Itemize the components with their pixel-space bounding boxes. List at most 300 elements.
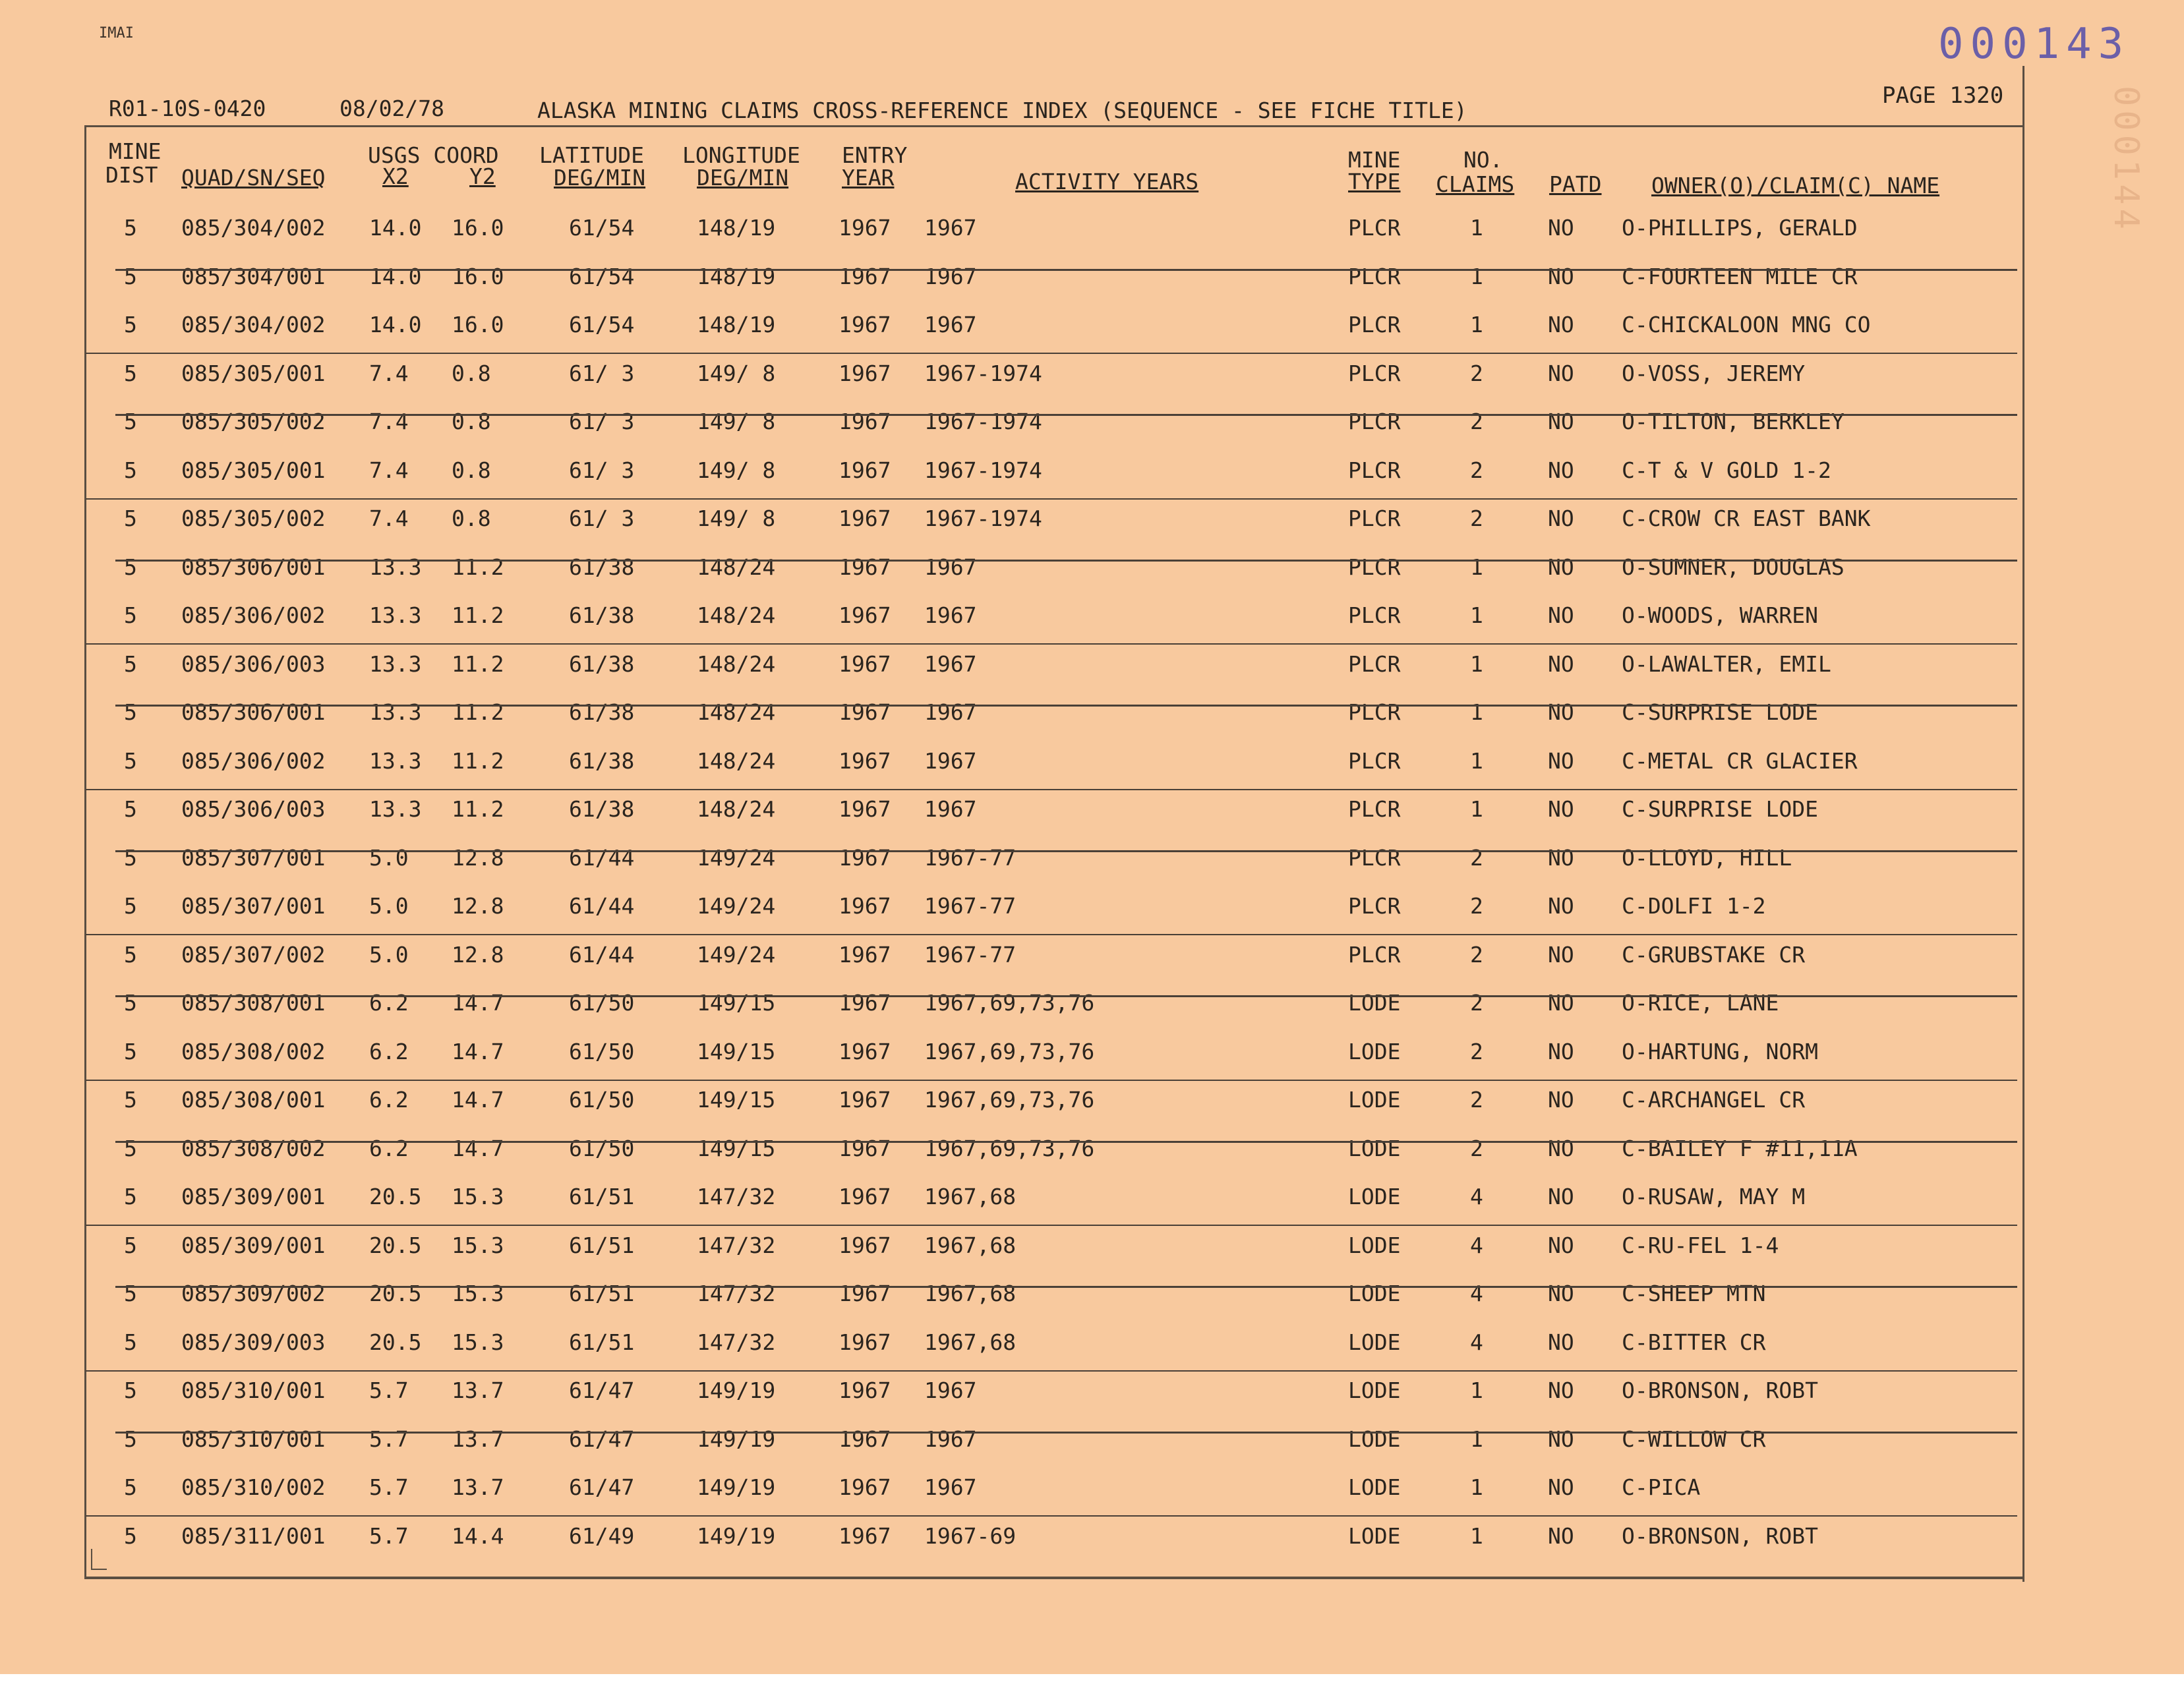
mine-type-cell: LODE — [1348, 1184, 1401, 1209]
mine-type-cell: LODE — [1348, 1232, 1401, 1258]
owner-claim-name-cell: C-METAL CR GLACIER — [1622, 747, 1858, 774]
header-entry-1: ENTRY — [842, 142, 908, 168]
usgs-y2-cell: 15.3 — [452, 1184, 504, 1209]
header-longitude-1: LONGITUDE — [682, 142, 800, 168]
entry-year-cell: 1967 — [839, 602, 891, 628]
latitude-cell: 61/47 — [569, 1426, 635, 1452]
usgs-y2-cell: 14.4 — [452, 1522, 504, 1549]
usgs-y2-cell: 11.2 — [452, 602, 504, 628]
owner-claim-name-cell: C-WILLOW CR — [1622, 1426, 1766, 1452]
activity-years-cell: 1967,68 — [924, 1329, 1017, 1355]
patented-cell: NO — [1548, 1135, 1574, 1161]
table-row — [86, 791, 2017, 837]
table-row — [86, 840, 2017, 886]
latitude-cell: 61/50 — [569, 1087, 635, 1113]
longitude-cell: 148/19 — [697, 263, 776, 289]
owner-claim-name-cell: C-FOURTEEN MILE CR — [1622, 263, 1858, 289]
table-row — [86, 1130, 2017, 1176]
usgs-y2-cell: 0.8 — [452, 457, 491, 483]
entry-year-cell: 1967 — [839, 1038, 891, 1064]
latitude-cell: 61/49 — [569, 1522, 635, 1549]
mine-type-cell: PLCR — [1348, 263, 1401, 289]
quad-sn-seq-cell: 085/309/001 — [181, 1232, 326, 1258]
mine-dist-cell: 5 — [124, 844, 137, 871]
quad-sn-seq-cell: 085/310/001 — [181, 1378, 326, 1403]
quad-sn-seq-cell: 085/306/003 — [181, 796, 326, 822]
entry-year-cell: 1967 — [839, 893, 891, 919]
activity-years-cell: 1967-1974 — [924, 360, 1042, 386]
claims-count-cell: 1 — [1470, 1522, 1483, 1549]
mine-dist-cell: 5 — [124, 1038, 137, 1064]
entry-year-cell: 1967 — [839, 1378, 891, 1403]
activity-years-cell: 1967,68 — [924, 1281, 1017, 1306]
owner-claim-name-cell: C-T & V GOLD 1-2 — [1622, 457, 1831, 483]
header-owner-claim-name: OWNER(O)/CLAIM(C) NAME — [1651, 173, 1940, 198]
mine-type-cell: LODE — [1348, 1087, 1401, 1113]
mine-type-cell: LODE — [1348, 1281, 1401, 1306]
quad-sn-seq-cell: 085/308/002 — [181, 1038, 326, 1064]
entry-year-cell: 1967 — [839, 844, 891, 871]
latitude-cell: 61/54 — [569, 312, 635, 337]
activity-years-cell: 1967 — [924, 602, 977, 628]
claims-count-cell: 1 — [1470, 1426, 1483, 1452]
claims-count-cell: 1 — [1470, 1378, 1483, 1403]
longitude-cell: 148/24 — [697, 602, 776, 628]
longitude-cell: 149/19 — [697, 1426, 776, 1452]
entry-year-cell: 1967 — [839, 941, 891, 968]
latitude-cell: 61/38 — [569, 747, 635, 774]
usgs-x2-cell: 13.3 — [369, 796, 422, 822]
usgs-x2-cell: 14.0 — [369, 312, 422, 337]
activity-years-cell: 1967 — [924, 263, 977, 289]
report-id: R01-10S-0420 — [109, 96, 266, 121]
usgs-x2-cell: 6.2 — [369, 1038, 409, 1064]
entry-year-cell: 1967 — [839, 699, 891, 725]
table-row — [86, 1275, 2017, 1321]
header-usgs-coord: USGS COORD — [368, 142, 499, 168]
latitude-cell: 61/ 3 — [569, 506, 635, 531]
frame-right-border — [2022, 66, 2024, 1582]
entry-year-cell: 1967 — [839, 1329, 891, 1355]
usgs-x2-cell: 20.5 — [369, 1184, 422, 1209]
quad-sn-seq-cell: 085/308/001 — [181, 990, 326, 1016]
entry-year-cell: 1967 — [839, 312, 891, 337]
patented-cell: NO — [1548, 651, 1574, 677]
mine-type-cell: PLCR — [1348, 699, 1401, 725]
mine-dist-cell: 5 — [124, 747, 137, 774]
longitude-cell: 147/32 — [697, 1232, 776, 1258]
usgs-x2-cell: 5.0 — [369, 941, 409, 968]
usgs-y2-cell: 15.3 — [452, 1329, 504, 1355]
latitude-cell: 61/51 — [569, 1281, 635, 1306]
mine-dist-cell: 5 — [124, 893, 137, 919]
latitude-cell: 61/44 — [569, 844, 635, 871]
latitude-cell: 61/44 — [569, 941, 635, 968]
usgs-y2-cell: 0.8 — [452, 409, 491, 434]
frame-bottom-border — [84, 1577, 2024, 1579]
table-row — [86, 888, 2017, 935]
longitude-cell: 149/ 8 — [697, 506, 776, 531]
mine-type-cell: LODE — [1348, 1329, 1401, 1355]
patented-cell: NO — [1548, 1232, 1574, 1258]
usgs-x2-cell: 5.0 — [369, 844, 409, 871]
entry-year-cell: 1967 — [839, 1232, 891, 1258]
mine-type-cell: PLCR — [1348, 844, 1401, 871]
quad-sn-seq-cell: 085/306/003 — [181, 651, 326, 677]
claims-count-cell: 1 — [1470, 602, 1483, 628]
table-row — [86, 258, 2017, 304]
patented-cell: NO — [1548, 844, 1574, 871]
quad-sn-seq-cell: 085/307/002 — [181, 941, 326, 968]
usgs-y2-cell: 14.7 — [452, 1087, 504, 1113]
claims-count-cell: 1 — [1470, 747, 1483, 774]
mine-type-cell: PLCR — [1348, 554, 1401, 580]
quad-sn-seq-cell: 085/309/001 — [181, 1184, 326, 1209]
entry-year-cell: 1967 — [839, 1184, 891, 1209]
frame-number-stamp: 000143 — [1938, 20, 2131, 69]
activity-years-cell: 1967-1974 — [924, 409, 1042, 434]
table-row — [86, 743, 2017, 790]
mine-type-cell: PLCR — [1348, 360, 1401, 386]
owner-claim-name-cell: O-PHILLIPS, GERALD — [1622, 215, 1858, 241]
quad-sn-seq-cell: 085/310/002 — [181, 1474, 326, 1500]
table-row — [86, 355, 2017, 401]
mine-dist-cell: 5 — [124, 215, 137, 241]
header-mine-dist-1: MINE — [109, 138, 162, 164]
header-rule — [86, 125, 2024, 127]
owner-claim-name-cell: O-HARTUNG, NORM — [1622, 1038, 1819, 1064]
claims-count-cell: 2 — [1470, 844, 1483, 871]
patented-cell: NO — [1548, 796, 1574, 822]
quad-sn-seq-cell: 085/309/002 — [181, 1281, 326, 1306]
claims-count-cell: 1 — [1470, 554, 1483, 580]
claims-count-cell: 2 — [1470, 893, 1483, 919]
entry-year-cell: 1967 — [839, 1522, 891, 1549]
report-date: 08/02/78 — [339, 96, 444, 121]
owner-claim-name-cell: C-SHEEP MTN — [1622, 1281, 1766, 1306]
usgs-y2-cell: 0.8 — [452, 360, 491, 386]
mine-type-cell: LODE — [1348, 1474, 1401, 1500]
mine-type-cell: PLCR — [1348, 457, 1401, 483]
quad-sn-seq-cell: 085/307/001 — [181, 844, 326, 871]
owner-claim-name-cell: O-BRONSON, ROBT — [1622, 1522, 1819, 1549]
mine-dist-cell: 5 — [124, 312, 137, 337]
claims-count-cell: 4 — [1470, 1184, 1483, 1209]
claims-count-cell: 1 — [1470, 312, 1483, 337]
mine-type-cell: PLCR — [1348, 893, 1401, 919]
usgs-x2-cell: 6.2 — [369, 990, 409, 1016]
owner-claim-name-cell: C-SURPRISE LODE — [1622, 796, 1819, 822]
quad-sn-seq-cell: 085/305/002 — [181, 409, 326, 434]
quad-sn-seq-cell: 085/305/001 — [181, 360, 326, 386]
longitude-cell: 148/24 — [697, 651, 776, 677]
latitude-cell: 61/38 — [569, 796, 635, 822]
entry-year-cell: 1967 — [839, 1087, 891, 1113]
mine-dist-cell: 5 — [124, 1474, 137, 1500]
patented-cell: NO — [1548, 263, 1574, 289]
header-claims-1: NO. — [1463, 147, 1503, 173]
mine-dist-cell: 5 — [124, 1378, 137, 1403]
claims-count-cell: 2 — [1470, 941, 1483, 968]
owner-claim-name-cell: C-BAILEY F #11,11A — [1622, 1135, 1858, 1161]
patented-cell: NO — [1548, 1426, 1574, 1452]
mine-type-cell: PLCR — [1348, 215, 1401, 241]
longitude-cell: 147/32 — [697, 1281, 776, 1306]
usgs-y2-cell: 14.7 — [452, 990, 504, 1016]
mine-type-cell: LODE — [1348, 1426, 1401, 1452]
claims-count-cell: 1 — [1470, 1474, 1483, 1500]
owner-claim-name-cell: C-CHICKALOON MNG CO — [1622, 312, 1871, 337]
patented-cell: NO — [1548, 1329, 1574, 1355]
activity-years-cell: 1967 — [924, 554, 977, 580]
table-row — [86, 1033, 2017, 1081]
patented-cell: NO — [1548, 747, 1574, 774]
latitude-cell: 61/50 — [569, 990, 635, 1016]
claims-count-cell: 2 — [1470, 506, 1483, 531]
longitude-cell: 148/24 — [697, 554, 776, 580]
latitude-cell: 61/38 — [569, 699, 635, 725]
patented-cell: NO — [1548, 457, 1574, 483]
usgs-x2-cell: 13.3 — [369, 651, 422, 677]
usgs-y2-cell: 16.0 — [452, 215, 504, 241]
patented-cell: NO — [1548, 506, 1574, 531]
activity-years-cell: 1967,68 — [924, 1232, 1017, 1258]
patented-cell: NO — [1548, 360, 1574, 386]
activity-years-cell: 1967-77 — [924, 941, 1017, 968]
activity-years-cell: 1967-69 — [924, 1522, 1017, 1549]
usgs-x2-cell: 6.2 — [369, 1135, 409, 1161]
claims-count-cell: 4 — [1470, 1329, 1483, 1355]
mine-type-cell: PLCR — [1348, 651, 1401, 677]
table-row — [86, 1178, 2017, 1226]
quad-sn-seq-cell: 085/308/001 — [181, 1087, 326, 1113]
owner-claim-name-cell: O-SUMNER, DOUGLAS — [1622, 554, 1845, 580]
quad-sn-seq-cell: 085/304/002 — [181, 312, 326, 337]
table-row — [86, 937, 2017, 983]
quad-sn-seq-cell: 085/308/002 — [181, 1135, 326, 1161]
header-quad: QUAD/SN/SEQ — [181, 165, 326, 190]
quad-sn-seq-cell: 085/309/003 — [181, 1329, 326, 1355]
usgs-y2-cell: 11.2 — [452, 747, 504, 774]
claims-count-cell: 2 — [1470, 990, 1483, 1016]
claims-count-cell: 4 — [1470, 1232, 1483, 1258]
owner-claim-name-cell: O-BRONSON, ROBT — [1622, 1378, 1819, 1403]
mine-dist-cell: 5 — [124, 796, 137, 822]
longitude-cell: 147/32 — [697, 1329, 776, 1355]
claims-count-cell: 2 — [1470, 1038, 1483, 1064]
owner-claim-name-cell: C-ARCHANGEL CR — [1622, 1087, 1806, 1113]
entry-year-cell: 1967 — [839, 990, 891, 1016]
usgs-y2-cell: 12.8 — [452, 844, 504, 871]
table-row — [86, 1227, 2017, 1273]
mine-dist-cell: 5 — [124, 263, 137, 289]
longitude-cell: 148/24 — [697, 747, 776, 774]
claims-count-cell: 1 — [1470, 651, 1483, 677]
patented-cell: NO — [1548, 409, 1574, 434]
mine-type-cell: LODE — [1348, 990, 1401, 1016]
usgs-y2-cell: 11.2 — [452, 554, 504, 580]
table-row — [86, 1372, 2017, 1418]
activity-years-cell: 1967,69,73,76 — [924, 1038, 1095, 1064]
mine-dist-cell: 5 — [124, 941, 137, 968]
activity-years-cell: 1967-1974 — [924, 457, 1042, 483]
latitude-cell: 61/38 — [569, 554, 635, 580]
table-row — [86, 985, 2017, 1031]
mine-dist-cell: 5 — [124, 699, 137, 725]
usgs-y2-cell: 15.3 — [452, 1281, 504, 1306]
claims-count-cell: 1 — [1470, 699, 1483, 725]
latitude-cell: 61/38 — [569, 651, 635, 677]
usgs-y2-cell: 11.2 — [452, 651, 504, 677]
usgs-x2-cell: 20.5 — [369, 1329, 422, 1355]
mine-type-cell: LODE — [1348, 1038, 1401, 1064]
entry-year-cell: 1967 — [839, 796, 891, 822]
latitude-cell: 61/51 — [569, 1329, 635, 1355]
longitude-cell: 149/15 — [697, 1038, 776, 1064]
latitude-cell: 61/54 — [569, 263, 635, 289]
table-row — [86, 500, 2017, 546]
usgs-y2-cell: 15.3 — [452, 1232, 504, 1258]
entry-year-cell: 1967 — [839, 1474, 891, 1500]
entry-year-cell: 1967 — [839, 651, 891, 677]
mine-dist-cell: 5 — [124, 1087, 137, 1113]
usgs-y2-cell: 12.8 — [452, 893, 504, 919]
mine-type-cell: PLCR — [1348, 796, 1401, 822]
entry-year-cell: 1967 — [839, 747, 891, 774]
table-row — [86, 646, 2017, 692]
mine-dist-cell: 5 — [124, 1426, 137, 1452]
usgs-x2-cell: 20.5 — [369, 1281, 422, 1306]
usgs-x2-cell: 5.7 — [369, 1522, 409, 1549]
quad-sn-seq-cell: 085/307/001 — [181, 893, 326, 919]
header-x2: X2 — [382, 163, 409, 189]
header-entry-2: YEAR — [842, 165, 895, 190]
owner-claim-name-cell: C-GRUBSTAKE CR — [1622, 941, 1806, 968]
latitude-cell: 61/ 3 — [569, 360, 635, 386]
claims-count-cell: 1 — [1470, 263, 1483, 289]
activity-years-cell: 1967 — [924, 1474, 977, 1500]
owner-claim-name-cell: O-RICE, LANE — [1622, 990, 1779, 1016]
mine-type-cell: LODE — [1348, 1522, 1401, 1549]
mine-type-cell: LODE — [1348, 1378, 1401, 1403]
usgs-x2-cell: 13.3 — [369, 699, 422, 725]
quad-sn-seq-cell: 085/305/001 — [181, 457, 326, 483]
usgs-x2-cell: 7.4 — [369, 360, 409, 386]
mine-dist-cell: 5 — [124, 1281, 137, 1306]
mine-dist-cell: 5 — [124, 602, 137, 628]
quad-sn-seq-cell: 085/304/002 — [181, 215, 326, 241]
claims-count-cell: 1 — [1470, 796, 1483, 822]
usgs-y2-cell: 11.2 — [452, 796, 504, 822]
latitude-cell: 61/50 — [569, 1038, 635, 1064]
entry-year-cell: 1967 — [839, 360, 891, 386]
claims-count-cell: 2 — [1470, 409, 1483, 434]
patented-cell: NO — [1548, 1281, 1574, 1306]
patented-cell: NO — [1548, 312, 1574, 337]
mine-dist-cell: 5 — [124, 1522, 137, 1549]
owner-claim-name-cell: O-LLOYD, HILL — [1622, 844, 1792, 871]
usgs-x2-cell: 7.4 — [369, 457, 409, 483]
usgs-y2-cell: 13.7 — [452, 1474, 504, 1500]
longitude-cell: 149/ 8 — [697, 360, 776, 386]
longitude-cell: 148/24 — [697, 699, 776, 725]
quad-sn-seq-cell: 085/306/001 — [181, 554, 326, 580]
activity-years-cell: 1967 — [924, 215, 977, 241]
patented-cell: NO — [1548, 554, 1574, 580]
mine-dist-cell: 5 — [124, 457, 137, 483]
usgs-y2-cell: 16.0 — [452, 312, 504, 337]
latitude-cell: 61/38 — [569, 602, 635, 628]
activity-years-cell: 1967,69,73,76 — [924, 990, 1095, 1016]
usgs-x2-cell: 5.7 — [369, 1426, 409, 1452]
owner-claim-name-cell: O-VOSS, JEREMY — [1622, 360, 1806, 386]
activity-years-cell: 1967 — [924, 651, 977, 677]
latitude-cell: 61/54 — [569, 215, 635, 241]
activity-years-cell: 1967 — [924, 747, 977, 774]
usgs-x2-cell: 6.2 — [369, 1087, 409, 1113]
latitude-cell: 61/ 3 — [569, 457, 635, 483]
longitude-cell: 149/ 8 — [697, 457, 776, 483]
usgs-y2-cell: 14.7 — [452, 1135, 504, 1161]
patented-cell: NO — [1548, 699, 1574, 725]
mine-dist-cell: 5 — [124, 1329, 137, 1355]
quad-sn-seq-cell: 085/311/001 — [181, 1522, 326, 1549]
usgs-x2-cell: 14.0 — [369, 263, 422, 289]
activity-years-cell: 1967 — [924, 1378, 977, 1403]
latitude-cell: 61/47 — [569, 1378, 635, 1403]
table-row — [86, 549, 2017, 595]
claims-count-cell: 4 — [1470, 1281, 1483, 1306]
activity-years-cell: 1967 — [924, 699, 977, 725]
longitude-cell: 149/24 — [697, 893, 776, 919]
mine-dist-cell: 5 — [124, 409, 137, 434]
longitude-cell: 149/24 — [697, 941, 776, 968]
header-mine-type-2: TYPE — [1348, 169, 1401, 194]
owner-claim-name-cell: C-RU-FEL 1-4 — [1622, 1232, 1779, 1258]
entry-year-cell: 1967 — [839, 1135, 891, 1161]
mine-dist-cell: 5 — [124, 1184, 137, 1209]
usgs-y2-cell: 12.8 — [452, 941, 504, 968]
page-number: PAGE 1320 — [1882, 82, 2004, 109]
patented-cell: NO — [1548, 1378, 1574, 1403]
activity-years-cell: 1967-77 — [924, 893, 1017, 919]
mine-type-cell: PLCR — [1348, 506, 1401, 531]
patented-cell: NO — [1548, 1522, 1574, 1549]
mine-type-cell: PLCR — [1348, 602, 1401, 628]
mine-type-cell: PLCR — [1348, 941, 1401, 968]
mine-type-cell: PLCR — [1348, 312, 1401, 337]
owner-claim-name-cell: C-PICA — [1622, 1474, 1701, 1500]
corner-mark: IMAI — [99, 25, 134, 42]
claims-count-cell: 2 — [1470, 1135, 1483, 1161]
usgs-x2-cell: 5.0 — [369, 893, 409, 919]
entry-year-cell: 1967 — [839, 409, 891, 434]
latitude-cell: 61/51 — [569, 1232, 635, 1258]
header-mine-type-1: MINE — [1348, 147, 1401, 173]
entry-year-cell: 1967 — [839, 1426, 891, 1452]
header-mine-dist-2: DIST — [105, 162, 158, 188]
longitude-cell: 149/19 — [697, 1474, 776, 1500]
header-y2: Y2 — [469, 163, 496, 189]
entry-year-cell: 1967 — [839, 1281, 891, 1306]
header-latitude-2: DEG/MIN — [554, 165, 646, 190]
table-row — [86, 597, 2017, 645]
entry-year-cell: 1967 — [839, 263, 891, 289]
usgs-x2-cell: 13.3 — [369, 747, 422, 774]
mine-dist-cell: 5 — [124, 651, 137, 677]
quad-sn-seq-cell: 085/305/002 — [181, 506, 326, 531]
mine-dist-cell: 5 — [124, 506, 137, 531]
